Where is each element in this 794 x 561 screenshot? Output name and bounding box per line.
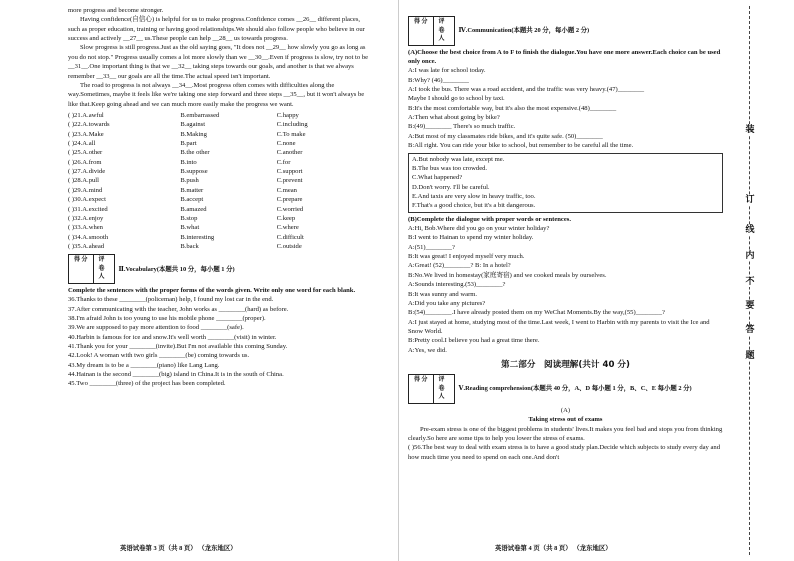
option-a: ( )35.A.ahead bbox=[68, 242, 105, 250]
option-b: B.back bbox=[180, 242, 199, 250]
dialogue-line: A:Sounds interesting.(53)________? bbox=[408, 281, 506, 289]
vocab-item: 42.Look! A woman with two girls ________(be) coming towards us. bbox=[68, 352, 250, 360]
option-a: ( )31.A.excited bbox=[68, 205, 108, 213]
score-label: 得 分 bbox=[409, 375, 434, 403]
option-row bbox=[68, 242, 373, 251]
vocab-item: 37.After communicating with the teacher, John works as ________(hard) as before. bbox=[68, 305, 289, 313]
binding-char: 订 bbox=[738, 196, 762, 205]
dialogue-b bbox=[408, 224, 723, 355]
reading-para: ( )56.The best way to deal with exam stress is to have a good study plan.Decide which subjects to study every day and how much time you need to spend on each one.And don't bbox=[408, 444, 721, 461]
binding-char: 要 bbox=[738, 302, 762, 311]
option-b: B.interesting bbox=[180, 233, 215, 241]
option-row bbox=[68, 214, 373, 223]
option-row bbox=[68, 139, 373, 148]
dialogue-line: A:But most of my classmates ride bikes, and it's quite safe. (50)________ bbox=[408, 132, 603, 140]
vocab-item: 43.My dream is to be a ________(piano) like Lang Lang. bbox=[68, 361, 220, 369]
option-b: B.part bbox=[180, 140, 197, 148]
option-b: B.into bbox=[180, 158, 197, 166]
option-row bbox=[68, 176, 373, 185]
option-c: C.where bbox=[276, 224, 299, 232]
vocab-item: 36.Thanks to these ________(policeman) help, I found my lost car in the end. bbox=[68, 296, 274, 304]
option-row bbox=[68, 167, 373, 176]
dialogue-line: A:I just stayed at home, studying most of the time.Last week, I went to Harbin with my parents to visit the Ice and Snow World. bbox=[408, 318, 710, 335]
dialogue-line: A:Yes, we did. bbox=[408, 346, 447, 354]
option-a: ( )34.A.smooth bbox=[68, 233, 109, 241]
dialogue-line: B:It was great! I enjoyed myself very much. bbox=[408, 253, 525, 261]
part-two-heading: 第二部分 阅读理解(共计 40 分) bbox=[501, 360, 630, 371]
left-page bbox=[68, 6, 373, 389]
option-b: B.against bbox=[180, 121, 206, 129]
option-b: B.the other bbox=[180, 149, 210, 157]
cloze-passage bbox=[68, 6, 373, 109]
binding-char: 装 bbox=[738, 126, 762, 135]
reading-heading: Taking stress out of exams bbox=[528, 416, 603, 424]
binding-char: 不 bbox=[738, 278, 762, 287]
passage-para: The road to progress is not always __34__.Most progress often comes with difficulties along the way.Sometimes, maybe it feels like we're taking one step forward and three steps __35__, but it won't always be like that.Keep going ahead and we can much more easily make the progress we want. bbox=[68, 81, 365, 108]
dialogue-line: B:Pretty cool.I believe you had a great time there. bbox=[408, 337, 540, 345]
vocab-instructions: Complete the sentences with the proper forms of the words given. Write only one word for each blank. bbox=[68, 286, 356, 294]
part-b-instructions: (B)Complete the dialogue with proper words or sentences. bbox=[408, 215, 572, 223]
option-a: ( )24.A.all bbox=[68, 140, 96, 148]
score-label: 得 分 bbox=[409, 17, 434, 45]
option-row bbox=[68, 158, 373, 167]
dialogue-a bbox=[408, 66, 723, 150]
option-c: C.worried bbox=[276, 205, 304, 213]
option-b: B.push bbox=[180, 177, 199, 185]
option-c: C.none bbox=[276, 140, 296, 148]
option-b: B.accept bbox=[180, 196, 204, 204]
option-a: ( )26.A.from bbox=[68, 158, 102, 166]
dialogue-line: Maybe I should go to school by taxi. bbox=[408, 95, 505, 103]
reading-header bbox=[408, 374, 723, 404]
option-c: C.another bbox=[276, 149, 303, 157]
passage-para: Having confidence(自信心) is helpful for us to make progress.Confidence comes __26__ different places, such as proper education, training or having good relationships.We should also follow people who believe in our success and actively __27__ us.These people can help __28__ us towards progress. bbox=[68, 16, 365, 43]
option-b: B.matter bbox=[180, 186, 204, 194]
option-c: C.prepare bbox=[276, 196, 303, 204]
vocab-item: 38.I'm afraid John is too young to use his mobile phone ________(proper). bbox=[68, 314, 266, 322]
option-b: B.suppose bbox=[180, 168, 208, 176]
option-a: ( )33.A.when bbox=[68, 224, 103, 232]
option-b: B.what bbox=[180, 224, 200, 232]
option-b: B.amazed bbox=[180, 205, 207, 213]
option-c: C.mean bbox=[276, 186, 297, 194]
grader-label: 评卷人 bbox=[438, 19, 445, 43]
choice-item: E.And taxis are very slow in heavy traffic, too. bbox=[412, 192, 536, 200]
option-c: C.outside bbox=[276, 242, 302, 250]
score-label: 得 分 bbox=[69, 255, 94, 283]
option-row bbox=[68, 195, 373, 204]
vocab-item: 39.We are supposed to pay more attention to food ________(safe). bbox=[68, 324, 244, 332]
dialogue-line: A:Great! (52)________? B: In a hotel? bbox=[408, 262, 511, 270]
option-row bbox=[68, 111, 373, 120]
binding-margin bbox=[735, 0, 765, 561]
passage-para: more progress and become stronger. bbox=[68, 7, 164, 14]
dialogue-line: A:I was late for school today. bbox=[408, 67, 486, 75]
section-title: Ⅳ.Communication(本题共 20 分，每小题 2 分) bbox=[458, 27, 590, 35]
option-b: B.Making bbox=[180, 130, 207, 138]
vocab-header bbox=[68, 254, 373, 284]
binding-char: 题 bbox=[738, 352, 762, 361]
choice-item: B.The bus was too crowded. bbox=[412, 164, 488, 172]
choice-item: A.But nobody was late, except me. bbox=[412, 155, 505, 163]
option-row bbox=[68, 205, 373, 214]
option-c: C.To make bbox=[276, 130, 306, 138]
option-row bbox=[68, 186, 373, 195]
dialogue-line: B:No.We lived in homestay(家庭寄宿) and we cooked meals by ourselves. bbox=[408, 271, 607, 279]
page-fold bbox=[398, 0, 399, 561]
option-a: ( )22.A.towards bbox=[68, 121, 110, 129]
dialogue-line: A:I took the bus. There was a road accident, and the traffic was very heavy.(47)________ bbox=[408, 85, 645, 93]
dialogue-line: A:Hi, Bob.Where did you go on your winter holiday? bbox=[408, 225, 550, 233]
choice-item: D.Don't worry. I'll be careful. bbox=[412, 183, 490, 191]
option-c: C.difficult bbox=[276, 233, 304, 241]
part-a-instructions: (A)Choose the best choice from A to F to finish the dialogue.You have one more answer.Each choice can be used only once. bbox=[408, 48, 721, 65]
vocab-item: 40.Harbin is famous for ice and snow.It's well worth ________(visit) in winter. bbox=[68, 333, 277, 341]
grader-label: 评卷人 bbox=[438, 377, 445, 401]
option-a: ( )28.A.pull bbox=[68, 177, 99, 185]
option-b: B.embarrassed bbox=[180, 111, 220, 119]
binding-char: 内 bbox=[738, 252, 762, 261]
score-box bbox=[408, 374, 455, 404]
option-row bbox=[68, 223, 373, 232]
reading-para: Pre-exam stress is one of the biggest problems in students' lives.It makes you feel bad and stops you from thinking clearly.So here are some tips to help you lower the stress of exams. bbox=[408, 425, 723, 442]
option-c: C.support bbox=[276, 168, 303, 176]
right-page bbox=[408, 6, 723, 462]
page-footer: 英语试卷第 3 页（共 8 页） （龙东地区） bbox=[120, 544, 237, 552]
option-a: ( )21.A.awful bbox=[68, 111, 104, 119]
reading-part-label: (A) bbox=[560, 406, 571, 414]
option-c: C.for bbox=[276, 158, 291, 166]
choice-item: C.What happened? bbox=[412, 174, 463, 182]
binding-char: 线 bbox=[738, 226, 762, 235]
comm-header bbox=[408, 16, 723, 46]
binding-char: 答 bbox=[738, 326, 762, 335]
dialogue-line: B:I went to Hainan to spend my winter holiday. bbox=[408, 234, 534, 242]
score-box bbox=[408, 16, 455, 46]
option-c: C.happy bbox=[276, 111, 299, 119]
dialogue-line: A:Did you take any pictures? bbox=[408, 299, 486, 307]
option-c: C.including bbox=[276, 121, 308, 129]
option-a: ( )30.A.expect bbox=[68, 196, 106, 204]
dialogue-line: B:It's the most comfortable way, but it's also the most expensive.(48)________ bbox=[408, 104, 617, 112]
option-a: ( )32.A.enjoy bbox=[68, 214, 104, 222]
dialogue-line: B:All right. You can ride your bike to school, but remember to be careful all the time. bbox=[408, 142, 634, 150]
option-a: ( )25.A.other bbox=[68, 149, 103, 157]
choices-box bbox=[408, 153, 723, 213]
option-c: C.prevent bbox=[276, 177, 303, 185]
dialogue-line: B:(54)________.I have already posted them on my WeChat Moments.By the way,(55)________? bbox=[408, 309, 665, 317]
option-a: ( )29.A.mind bbox=[68, 186, 103, 194]
vocab-item: 45.Two ________(three) of the project has been completed. bbox=[68, 380, 226, 388]
dialogue-line: B:It was sunny and warm. bbox=[408, 290, 478, 298]
option-row bbox=[68, 120, 373, 129]
dialogue-line: A:Then what about going by bike? bbox=[408, 114, 500, 122]
choice-item: F.That's a good choice, but it's a bit dangerous. bbox=[412, 202, 536, 210]
dialogue-line: B:(49)________ There's so much traffic. bbox=[408, 123, 516, 131]
section-title: Ⅴ.Reading comprehension(本题共 40 分，A、D 每小题 1 分，B、C、E 每小题 2 分) bbox=[458, 385, 692, 393]
option-row bbox=[68, 148, 373, 157]
option-a: ( )23.A.Make bbox=[68, 130, 104, 138]
section-title: Ⅱ.Vocabulary(本题共 10 分，每小题 1 分) bbox=[118, 265, 235, 273]
option-b: B.stop bbox=[180, 214, 198, 222]
vocab-item: 44.Hainan is the second ________(big) island in China.It is in the south of China. bbox=[68, 371, 284, 379]
passage-para: Slow progress is still progress.Just as the old saying goes, "It does not __29__ how slowly you go as long as you do not stop." Progress usually comes a lot more slowly than we __30__.Even if progress is slow, try not to be __31__.One important thing is that we __32__ taking steps towards our goals, and another is that we always remember __33__ our goals are all the time.The actual speed isn't important. bbox=[68, 44, 369, 80]
page-footer: 英语试卷第 4 页（共 8 页） （龙东地区） bbox=[495, 544, 612, 552]
option-c: C.keep bbox=[276, 214, 296, 222]
dialogue-line: A:(51)________? bbox=[408, 243, 455, 251]
vocab-item: 41.Thank you for your ________(invite).But I'm not available this coming Sunday. bbox=[68, 343, 288, 351]
option-row bbox=[68, 130, 373, 139]
options-list bbox=[68, 111, 373, 251]
score-box bbox=[68, 254, 115, 284]
option-a: ( )27.A.divide bbox=[68, 168, 106, 176]
option-row bbox=[68, 233, 373, 242]
grader-label: 评卷人 bbox=[98, 257, 105, 281]
vocab-list bbox=[68, 295, 373, 389]
dialogue-line: B:Why? (46)________ bbox=[408, 76, 469, 84]
